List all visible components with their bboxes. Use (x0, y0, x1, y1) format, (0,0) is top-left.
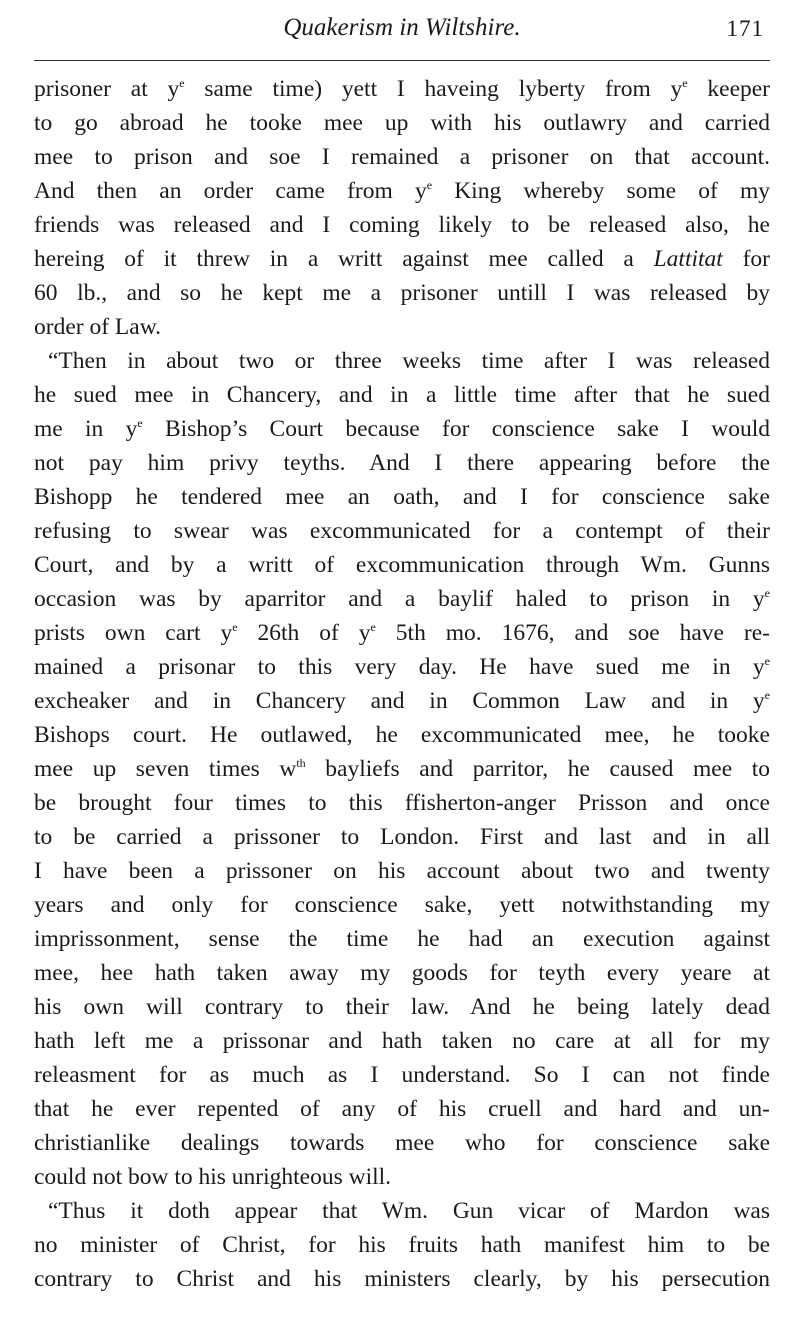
text-segment: Bishops court. He outlawed, he excommunicated mee, he tooke (34, 722, 770, 748)
text-segment: his own will contrary to their law. And he being lately dead (34, 994, 770, 1020)
text-line (34, 310, 770, 344)
text-segment: hereing of it threw in a writt against mee called a (34, 246, 654, 272)
text-segment: 60 lb., and so he kept me a prisoner untill I was released by (34, 280, 770, 306)
superscript: th (296, 756, 306, 770)
text-segment: could not bow to his unrighteous will. (34, 1164, 392, 1190)
text-line (34, 242, 770, 276)
running-title: Quakerism in Wiltshire. (283, 14, 521, 41)
body-text (34, 72, 770, 1296)
text-line (34, 1058, 770, 1092)
text-line (34, 956, 770, 990)
text-segment: prists own cart y (34, 620, 233, 646)
superscript: e (137, 416, 143, 430)
superscript: e (682, 76, 688, 90)
text-line (34, 276, 770, 310)
text-line (34, 548, 770, 582)
text-segment: for (722, 246, 771, 272)
text-segment: “Then in about two or three weeks time after I was released (48, 348, 770, 374)
text-segment: to go abroad he tooke mee up with his outlawry and carried (34, 110, 770, 136)
text-line (34, 854, 770, 888)
text-line (34, 514, 770, 548)
superscript: e (764, 688, 770, 702)
text-segment: 26th of y (237, 620, 371, 646)
text-segment: that he ever repented of any of his cruell and hard and un- (34, 1096, 770, 1122)
text-line (34, 140, 770, 174)
text-segment: years and only for conscience sake, yett notwithstanding my (34, 892, 770, 918)
page-header (34, 8, 770, 48)
text-segment: mained a prisonar to this very day. He have sued me in y (34, 654, 765, 680)
text-line (34, 208, 770, 242)
superscript: e (764, 586, 770, 600)
text-segment: King whereby some of my (432, 178, 770, 204)
text-line (34, 1262, 770, 1296)
text-line (34, 582, 770, 616)
text-segment: same time) yett I haveing lyberty from y (184, 76, 683, 102)
text-line (34, 174, 770, 208)
superscript: e (370, 620, 376, 634)
text-segment: he sued mee in Chancery, and in a little time after that he sued (34, 382, 770, 408)
page-number: 171 (726, 16, 764, 41)
text-line (34, 1024, 770, 1058)
text-segment: christianlike dealings towards mee who for conscience sake (34, 1130, 770, 1156)
text-segment: I have been a prissoner on his account about two and twenty (34, 858, 770, 884)
text-line (34, 786, 770, 820)
italic-term: Lattitat (653, 246, 723, 272)
text-segment: Bishop’s Court because for conscience sake I would (142, 416, 770, 442)
text-segment: no minister of Christ, for his fruits hath manifest him to be (34, 1232, 770, 1258)
text-line (34, 752, 770, 786)
text-line (34, 72, 770, 106)
text-segment: imprissonment, sense the time he had an execution against (34, 926, 770, 952)
text-segment: Court, and by a writt of excommunication through Wm. Gunns (34, 552, 770, 578)
text-segment: keeper (687, 76, 770, 102)
text-segment: order of Law. (34, 314, 162, 340)
text-line (34, 922, 770, 956)
text-line (34, 888, 770, 922)
text-line (34, 480, 770, 514)
text-segment: mee, hee hath taken away my goods for teyth every yeare at (34, 960, 770, 986)
text-segment: bayliefs and parritor, he caused mee to (305, 756, 770, 782)
superscript: e (232, 620, 238, 634)
text-segment: occasion was by aparritor and a baylif haled to prison in y (34, 586, 765, 612)
superscript: e (179, 76, 185, 90)
text-line (34, 718, 770, 752)
text-segment: releasment for as much as I understand. So I can not finde (34, 1062, 770, 1088)
text-segment: excheaker and in Chancery and in Common Law and in y (34, 688, 765, 714)
header-rule (34, 60, 770, 61)
text-line (34, 446, 770, 480)
text-segment: contrary to Christ and his ministers clearly, by his persecution (34, 1266, 770, 1292)
text-segment: me in y (34, 416, 138, 442)
text-line (34, 344, 770, 378)
text-line (34, 820, 770, 854)
text-segment: not pay him privy teyths. And I there appearing before the (34, 450, 770, 476)
text-line (34, 1194, 770, 1228)
text-line (34, 1126, 770, 1160)
text-line (34, 1092, 770, 1126)
text-line (34, 106, 770, 140)
text-line (34, 616, 770, 650)
text-segment: mee to prison and soe I remained a prisoner on that account. (34, 144, 770, 170)
text-segment: refusing to swear was excommunicated for a contempt of their (34, 518, 770, 544)
superscript: e (764, 654, 770, 668)
text-line (34, 990, 770, 1024)
text-segment: mee up seven times w (34, 756, 297, 782)
text-segment: be brought four times to this ffisherton-anger Prisson and once (34, 790, 770, 816)
text-segment: to be carried a prissoner to London. First and last and in all (34, 824, 770, 850)
text-segment: “Thus it doth appear that Wm. Gun vicar of Mardon was (48, 1198, 770, 1224)
text-segment: prisoner at y (34, 76, 180, 102)
text-segment: friends was released and I coming likely to be released also, he (34, 212, 770, 238)
text-line (34, 650, 770, 684)
text-segment: hath left me a prissonar and hath taken no care at all for my (34, 1028, 770, 1054)
text-line (34, 684, 770, 718)
text-line (34, 378, 770, 412)
text-line (34, 1228, 770, 1262)
text-segment: And then an order came from y (34, 178, 427, 204)
text-segment: Bishopp he tendered mee an oath, and I for conscience sake (34, 484, 770, 510)
text-line (34, 412, 770, 446)
superscript: e (426, 178, 433, 192)
text-segment: 5th mo. 1676, and soe have re- (375, 620, 770, 646)
text-line (34, 1160, 770, 1194)
